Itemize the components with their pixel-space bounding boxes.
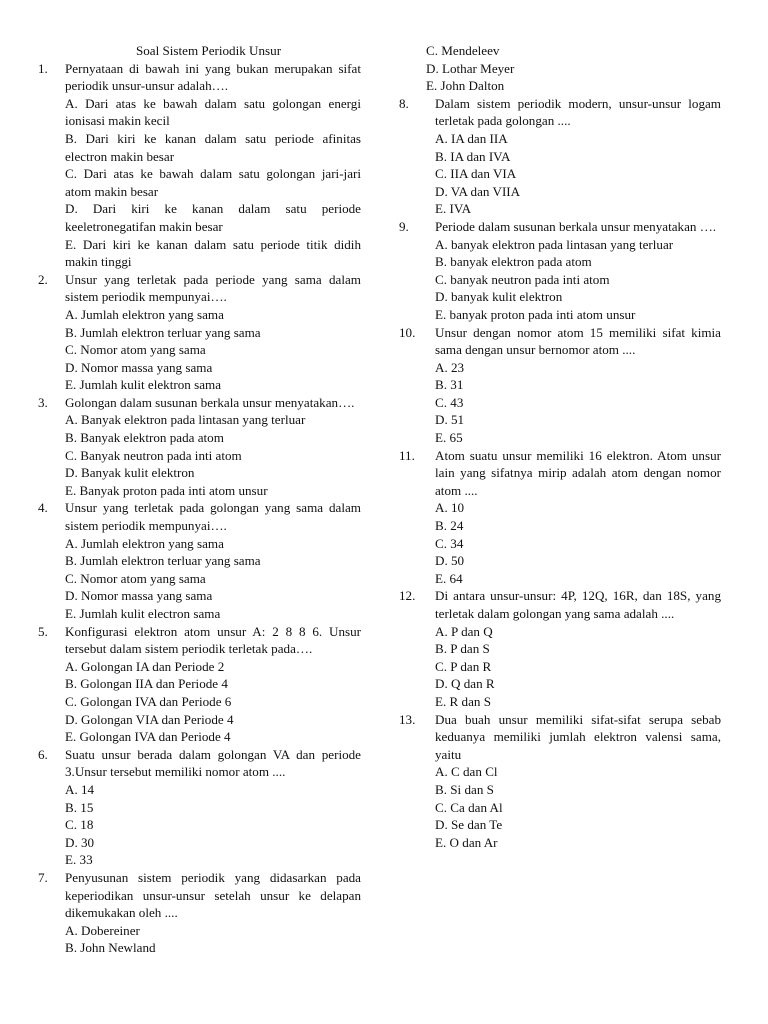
answer-option: B. 31 [435, 377, 464, 393]
answer-option: B. 15 [65, 799, 94, 815]
answer-option: B. 24 [435, 518, 464, 534]
answer-option: E. 65 [435, 430, 463, 446]
answer-option: E. Banyak proton pada inti atom unsur [65, 482, 268, 498]
answer-option: B. P dan S [435, 641, 490, 657]
answer-option: A. Dari atas ke bawah dalam satu golongan energi ionisasi makin kecil [65, 95, 361, 129]
question-stem: Unsur dengan nomor atom 15 memiliki sifat kimia sama dengan unsur bernomor atom .... [435, 324, 721, 358]
answer-option: D. Golongan VIA dan Periode 4 [65, 711, 234, 727]
answer-option: B. Jumlah elektron terluar yang sama [65, 553, 261, 569]
question-number: 6. [38, 746, 48, 762]
question-stem: Unsur yang terletak pada golongan yang sama dalam sistem periodik mempunyai…. [65, 500, 361, 534]
question-body [65, 746, 361, 869]
answer-option: D. Se dan Te [435, 817, 503, 833]
answer-option: E. IVA [435, 201, 472, 217]
answer-option: A. Dobereiner [65, 922, 140, 938]
question-number: 7. [38, 869, 48, 885]
answer-option: A. C dan Cl [435, 764, 498, 780]
question-number: 1. [38, 60, 48, 76]
question-stem: Konfigurasi elektron atom unsur A: 2 8 8 6. Unsur tersebut dalam sistem periodik terletak pada…. [65, 623, 361, 657]
answer-option: E. O dan Ar [435, 834, 498, 850]
answer-option: E. 33 [65, 852, 93, 868]
answer-option: D. 50 [435, 553, 465, 569]
question-item [399, 447, 721, 588]
answer-option: D. Q dan R [435, 676, 495, 692]
answer-option: D. 30 [65, 834, 95, 850]
question-body [65, 499, 361, 622]
question-body [435, 711, 721, 852]
answer-option: D. Nomor massa yang sama [65, 359, 213, 375]
question-number: 11. [399, 447, 415, 463]
answer-option: C. banyak neutron pada inti atom [435, 271, 610, 287]
question-stem: Golongan dalam susunan berkala unsur menyatakan…. [65, 394, 355, 410]
question-stem: Di antara unsur-unsur: 4P, 12Q, 16R, dan 18S, yang terletak dalam golongan yang sama adalah .... [435, 588, 721, 621]
question-body [65, 394, 361, 500]
question-stem: Dua buah unsur memiliki sifat-sifat serupa sebab keduanya memiliki jumlah elektron valensi sama, yaitu [435, 711, 721, 762]
question-stem: Unsur yang terletak pada periode yang sama dalam sistem periodik mempunyai…. [65, 271, 361, 305]
question-item [399, 324, 721, 447]
question-body [65, 623, 361, 746]
answer-option: D. banyak kulit elektron [435, 289, 563, 305]
answer-option: D. Banyak kulit elektron [65, 465, 195, 481]
answer-option: C. 18 [65, 817, 94, 833]
answer-option: E. Dari kiri ke kanan dalam satu periode titik didih makin tinggi [65, 236, 361, 270]
question-body [65, 869, 361, 957]
question-number: 8. [399, 95, 409, 111]
answer-option: B. IA dan IVA [435, 148, 511, 164]
question-number: 5. [38, 623, 48, 639]
answer-option: E. Golongan IVA dan Periode 4 [65, 729, 231, 745]
question-stem: Dalam sistem periodik modern, unsur-unsur logam terletak pada golongan .... [435, 95, 721, 129]
answer-option: B. John Newland [65, 940, 156, 956]
answer-option: B. Si dan S [435, 781, 494, 797]
question-body [65, 271, 361, 394]
answer-option: D. 51 [435, 412, 465, 428]
question-stem: Suatu unsur berada dalam golongan VA dan periode 3.Unsur tersebut memiliki nomor atom .... [65, 746, 361, 780]
answer-option: C. Ca dan Al [435, 799, 503, 815]
question-item [38, 60, 361, 271]
answer-option: B. Jumlah elektron terluar yang sama [65, 324, 261, 340]
question-item [399, 587, 721, 710]
question-number: 12. [399, 588, 416, 604]
answer-option: C. Nomor atom yang sama [65, 342, 206, 358]
document-title: Soal Sistem Periodik Unsur [135, 43, 282, 58]
answer-option: B. Dari kiri ke kanan dalam satu periode afinitas electron makin besar [65, 130, 361, 164]
right-column [399, 42, 721, 851]
question-7-continuation [399, 42, 721, 95]
question-number: 13. [399, 711, 416, 727]
answer-option: B. Banyak elektron pada atom [65, 430, 224, 446]
answer-option: C. 43 [435, 394, 464, 410]
left-column [38, 42, 361, 957]
question-item [399, 218, 721, 324]
question-item [38, 869, 361, 957]
answer-option: C. Nomor atom yang sama [65, 570, 206, 586]
question-stem: Atom suatu unsur memiliki 16 elektron. Atom unsur lain yang sifatnya mirip adalah atom dengan nomor atom .... [435, 447, 721, 498]
answer-option: A. P dan Q [435, 623, 493, 639]
question-number: 9. [399, 218, 409, 234]
answer-option: C. Golongan IVA dan Periode 6 [65, 693, 232, 709]
question-item [399, 95, 721, 218]
answer-option: A. 23 [435, 359, 465, 375]
answer-option: A. 14 [65, 781, 95, 797]
answer-option: A. Golongan IA dan Periode 2 [65, 658, 225, 674]
answer-option: C. Mendeleev [426, 43, 500, 58]
answer-option: E. John Dalton [426, 78, 505, 94]
question-stem: Pernyataan di bawah ini yang bukan merupakan sifat periodik unsur-unsur adalah…. [65, 60, 361, 94]
question-number: 10. [399, 324, 416, 340]
answer-option: C. Banyak neutron pada inti atom [65, 447, 242, 463]
answer-option: D. VA dan VIIA [435, 183, 521, 199]
answer-option: E. Jumlah kulit electron sama [65, 606, 221, 621]
question-body [435, 587, 721, 710]
answer-option: D. Nomor massa yang sama [65, 588, 213, 604]
question-body [65, 60, 361, 271]
answer-option: B. Golongan IIA dan Periode 4 [65, 676, 228, 692]
answer-option: D. Lothar Meyer [426, 60, 515, 76]
question-body [435, 324, 721, 447]
answer-option: E. 64 [435, 570, 463, 586]
answer-option: D. Dari kiri ke kanan dalam satu periode keeletronegatifan makin besar [65, 201, 361, 234]
answer-option: A. 10 [435, 500, 465, 516]
answer-option: E. Jumlah kulit elektron sama [65, 377, 221, 393]
answer-option: E. R dan S [435, 693, 492, 709]
question-stem: Periode dalam susunan berkala unsur menyatakan …. [435, 218, 717, 234]
question-item [38, 746, 361, 869]
question-item [38, 271, 361, 394]
answer-option: A. Jumlah elektron yang sama [65, 306, 224, 322]
question-item [38, 499, 361, 622]
answer-option: A. Jumlah elektron yang sama [65, 535, 224, 551]
question-item [38, 623, 361, 746]
question-item [38, 394, 361, 500]
question-number: 4. [38, 500, 48, 516]
answer-option: B. banyak elektron pada atom [435, 254, 592, 270]
answer-option: A. IA dan IIA [435, 130, 508, 146]
question-number: 3. [38, 394, 48, 410]
question-number: 2. [38, 271, 48, 287]
answer-option: C. IIA dan VIA [435, 166, 517, 182]
answer-option: C. 34 [435, 535, 464, 551]
answer-option: A. Banyak elektron pada lintasan yang terluar [65, 412, 306, 428]
question-body [435, 95, 721, 218]
answer-option: C. P dan R [435, 658, 492, 674]
question-body [435, 447, 721, 588]
answer-option: E. banyak proton pada inti atom unsur [435, 306, 636, 322]
question-stem: Penyusunan sistem periodik yang didasarkan pada keperiodikan unsur-unsur setelah unsur ke delapan dikemukakan oleh .... [65, 869, 361, 921]
answer-option: A. banyak elektron pada lintasan yang terluar [435, 236, 674, 252]
answer-option: C. Dari atas ke bawah dalam satu golongan jari-jari atom makin besar [65, 166, 361, 199]
question-body [435, 218, 721, 324]
question-item [399, 711, 721, 852]
